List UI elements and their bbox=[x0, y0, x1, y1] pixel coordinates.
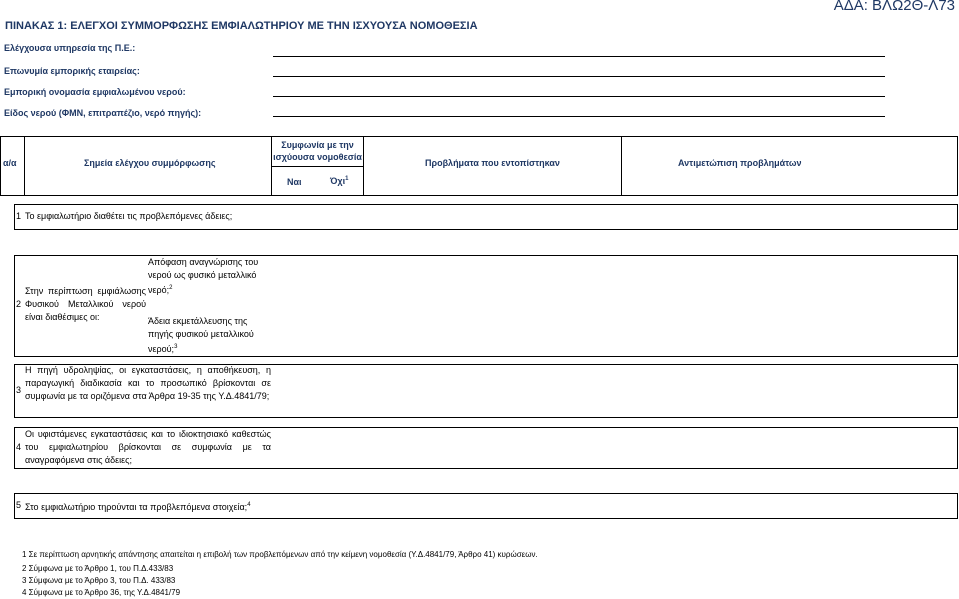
col-header-actions: Αντιμετώπιση προβλημάτων bbox=[678, 158, 802, 168]
footnote: 2 Σύμφωνα με το Άρθρο 1, του Π.Δ.433/83 bbox=[22, 564, 174, 573]
row-text: Στην περίπτωση εμφιάλωσης Φυσικού Μεταλλικού νερού είναι διαθέσιμες οι: bbox=[25, 286, 146, 322]
row-sub-item: Απόφαση αναγνώρισης του νερού ως φυσικό μεταλλικό νερό;$^2$ bbox=[148, 257, 259, 295]
divider bbox=[271, 166, 363, 167]
divider bbox=[363, 136, 364, 196]
row-number: 1 bbox=[16, 211, 22, 221]
field-line-service[interactable] bbox=[273, 56, 885, 57]
row-number: 5 bbox=[16, 500, 22, 510]
ada-code: ΑΔΑ: ΒΛΩ2Θ-Λ73 bbox=[833, 0, 955, 14]
footnote: 4 Σύμφωνα με το Άρθρο 36, της Υ.Δ.4841/79 bbox=[22, 588, 181, 597]
row-number: 4 bbox=[16, 442, 22, 452]
field-label-brand: Εμπορική ονομασία εμφιαλωμένου νερού: bbox=[4, 87, 186, 97]
footnote: 1 Σε περίπτωση αρνητικής απάντησης απαιτείται η επιβολή των προβλεπόμενων από την κείμενη νομοθεσία (Υ.Δ.4841/79, Άρθρο 41) κυρώσεων. bbox=[22, 550, 538, 559]
col-header-aa: α/α bbox=[3, 158, 17, 168]
col-header-yes: Ναι bbox=[287, 177, 302, 187]
field-line-brand[interactable] bbox=[273, 96, 885, 97]
row-text: Το εμφιαλωτήριο διαθέτει τις προβλεπόμενες άδειες; bbox=[25, 211, 233, 221]
footnote: 3 Σύμφωνα με το Άρθρο 3, του Π.Δ. 433/83 bbox=[22, 576, 176, 585]
row-text: Οι υφιστάμενες εγκαταστάσεις και το ιδιοκτησιακό καθεστώς του εμφιαλωτηρίου βρίσκονται σε συμφωνία με τα αναγραφόμενα στις άδειες; bbox=[25, 429, 271, 465]
field-label-company: Επωνυμία εμπορικής εταιρείας: bbox=[4, 66, 140, 76]
row-sub-item: Άδεια εκμετάλλευσης της πηγής φυσικού μεταλλικού νερού;$^3$ bbox=[148, 316, 254, 354]
row-text: Η πηγή υδροληψίας, οι εγκαταστάσεις, η αποθήκευση, η παραγωγική διαδικασία και το προσωπικό βρίσκονται σε συμφωνία με τα οριζόμενα στα Άρθρα 19-35 της Υ.Δ.4841/79; bbox=[25, 365, 271, 401]
row-number: 2 bbox=[16, 299, 22, 309]
field-label-service: Ελέγχουσα υπηρεσία της Π.Ε.: bbox=[4, 43, 136, 53]
row-number: 3 bbox=[16, 385, 22, 395]
page-title: ΠΙΝΑΚΑΣ 1: ΕΛΕΓΧΟΙ ΣΥΜΜΟΡΦΩΣΗΣ ΕΜΦΙΑΛΩΤΗΡΙΟΥ ΜΕ ΤΗΝ ΙΣΧΥΟΥΣΑ ΝΟΜΟΘΕΣΙΑ bbox=[5, 20, 478, 32]
row-text: Στο εμφιαλωτήριο τηρούνται τα προβλεπόμενα στοιχεία;$^4$ bbox=[25, 502, 251, 512]
divider bbox=[621, 136, 622, 196]
col-header-problems: Προβλήματα που εντοπίστηκαν bbox=[425, 158, 560, 168]
col-header-points: Σημεία ελέγχου συμμόρφωσης bbox=[84, 158, 216, 168]
field-label-water-type: Είδος νερού (ΦΜΝ, επιτραπέζιο, νερό πηγής): bbox=[4, 108, 202, 118]
col-header-no: Όχι$^1$ bbox=[330, 176, 349, 186]
field-line-water-type[interactable] bbox=[273, 116, 885, 117]
divider bbox=[24, 136, 25, 196]
field-line-company[interactable] bbox=[273, 76, 885, 77]
col-header-compliance: Συμφωνία με την ισχύουσα νομοθεσία bbox=[273, 140, 362, 162]
